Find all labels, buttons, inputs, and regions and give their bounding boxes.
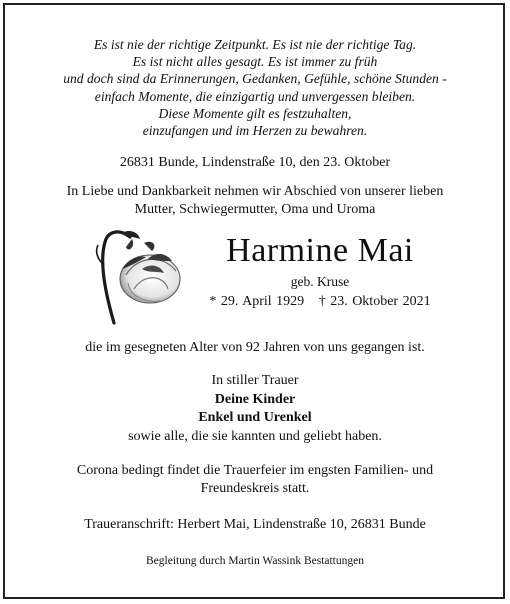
death-date: † 23. Oktober 2021 [318,294,431,309]
life-dates [200,294,440,310]
poem-line: Es ist nie der richtige Zeitpunkt. Es ist nie der richtige Tag. [93,37,417,52]
age-line: die im gesegneten Alter von 92 Jahren von uns gegangen ist. [85,340,425,355]
poem-line: Es ist nicht alles gesagt. Es ist immer zu früh [132,54,378,70]
poem-line: und doch sind da Erinnerungen, Gedanken, Gefühle, schöne Stunden - [63,71,447,87]
mourners-others: sowie alle, die sie kannten und geliebt haben. [128,428,382,444]
undertaker-line: Begleitung durch Martin Wassink Bestattungen [146,555,364,567]
mourners-heading: In stiller Trauer [211,373,299,388]
birth-name: geb. Kruse [290,274,350,289]
funeral-note [0,462,510,498]
poem-line: einfach Momente, die einzigartig und unvergessen bleiben. [94,88,416,104]
intro-text [0,183,510,219]
funeral-note-line: Corona bedingt findet die Trauerfeier im engsten Familien- und [76,463,434,478]
intro-line: Mutter, Schwiegermutter, Oma und Uroma [134,202,376,217]
mourners-grandchildren: Enkel und Urenkel [198,410,312,425]
rose-icon [92,225,192,325]
mourners-children: Deine Kinder [214,391,296,407]
deceased-name: Harmine Mai [226,232,414,269]
poem [0,36,510,139]
mourners [0,372,510,446]
poem-line: einzufangen und im Herzen zu bewahren. [142,123,368,139]
place-date: 26831 Bunde, Lindenstraße 10, den 23. Oktober [119,155,391,170]
poem-line: Diese Momente gilt es festzuhalten, [158,105,352,121]
intro-line: In Liebe und Dankbarkeit nehmen wir Abschied von unserer lieben [66,184,444,199]
mourning-address: Traueranschrift: Herbert Mai, Lindenstraße 10, 26831 Bunde [84,517,426,532]
funeral-note-line: Freundeskreis statt. [200,481,310,496]
birth-date: * 29. April 1929 [209,294,305,309]
